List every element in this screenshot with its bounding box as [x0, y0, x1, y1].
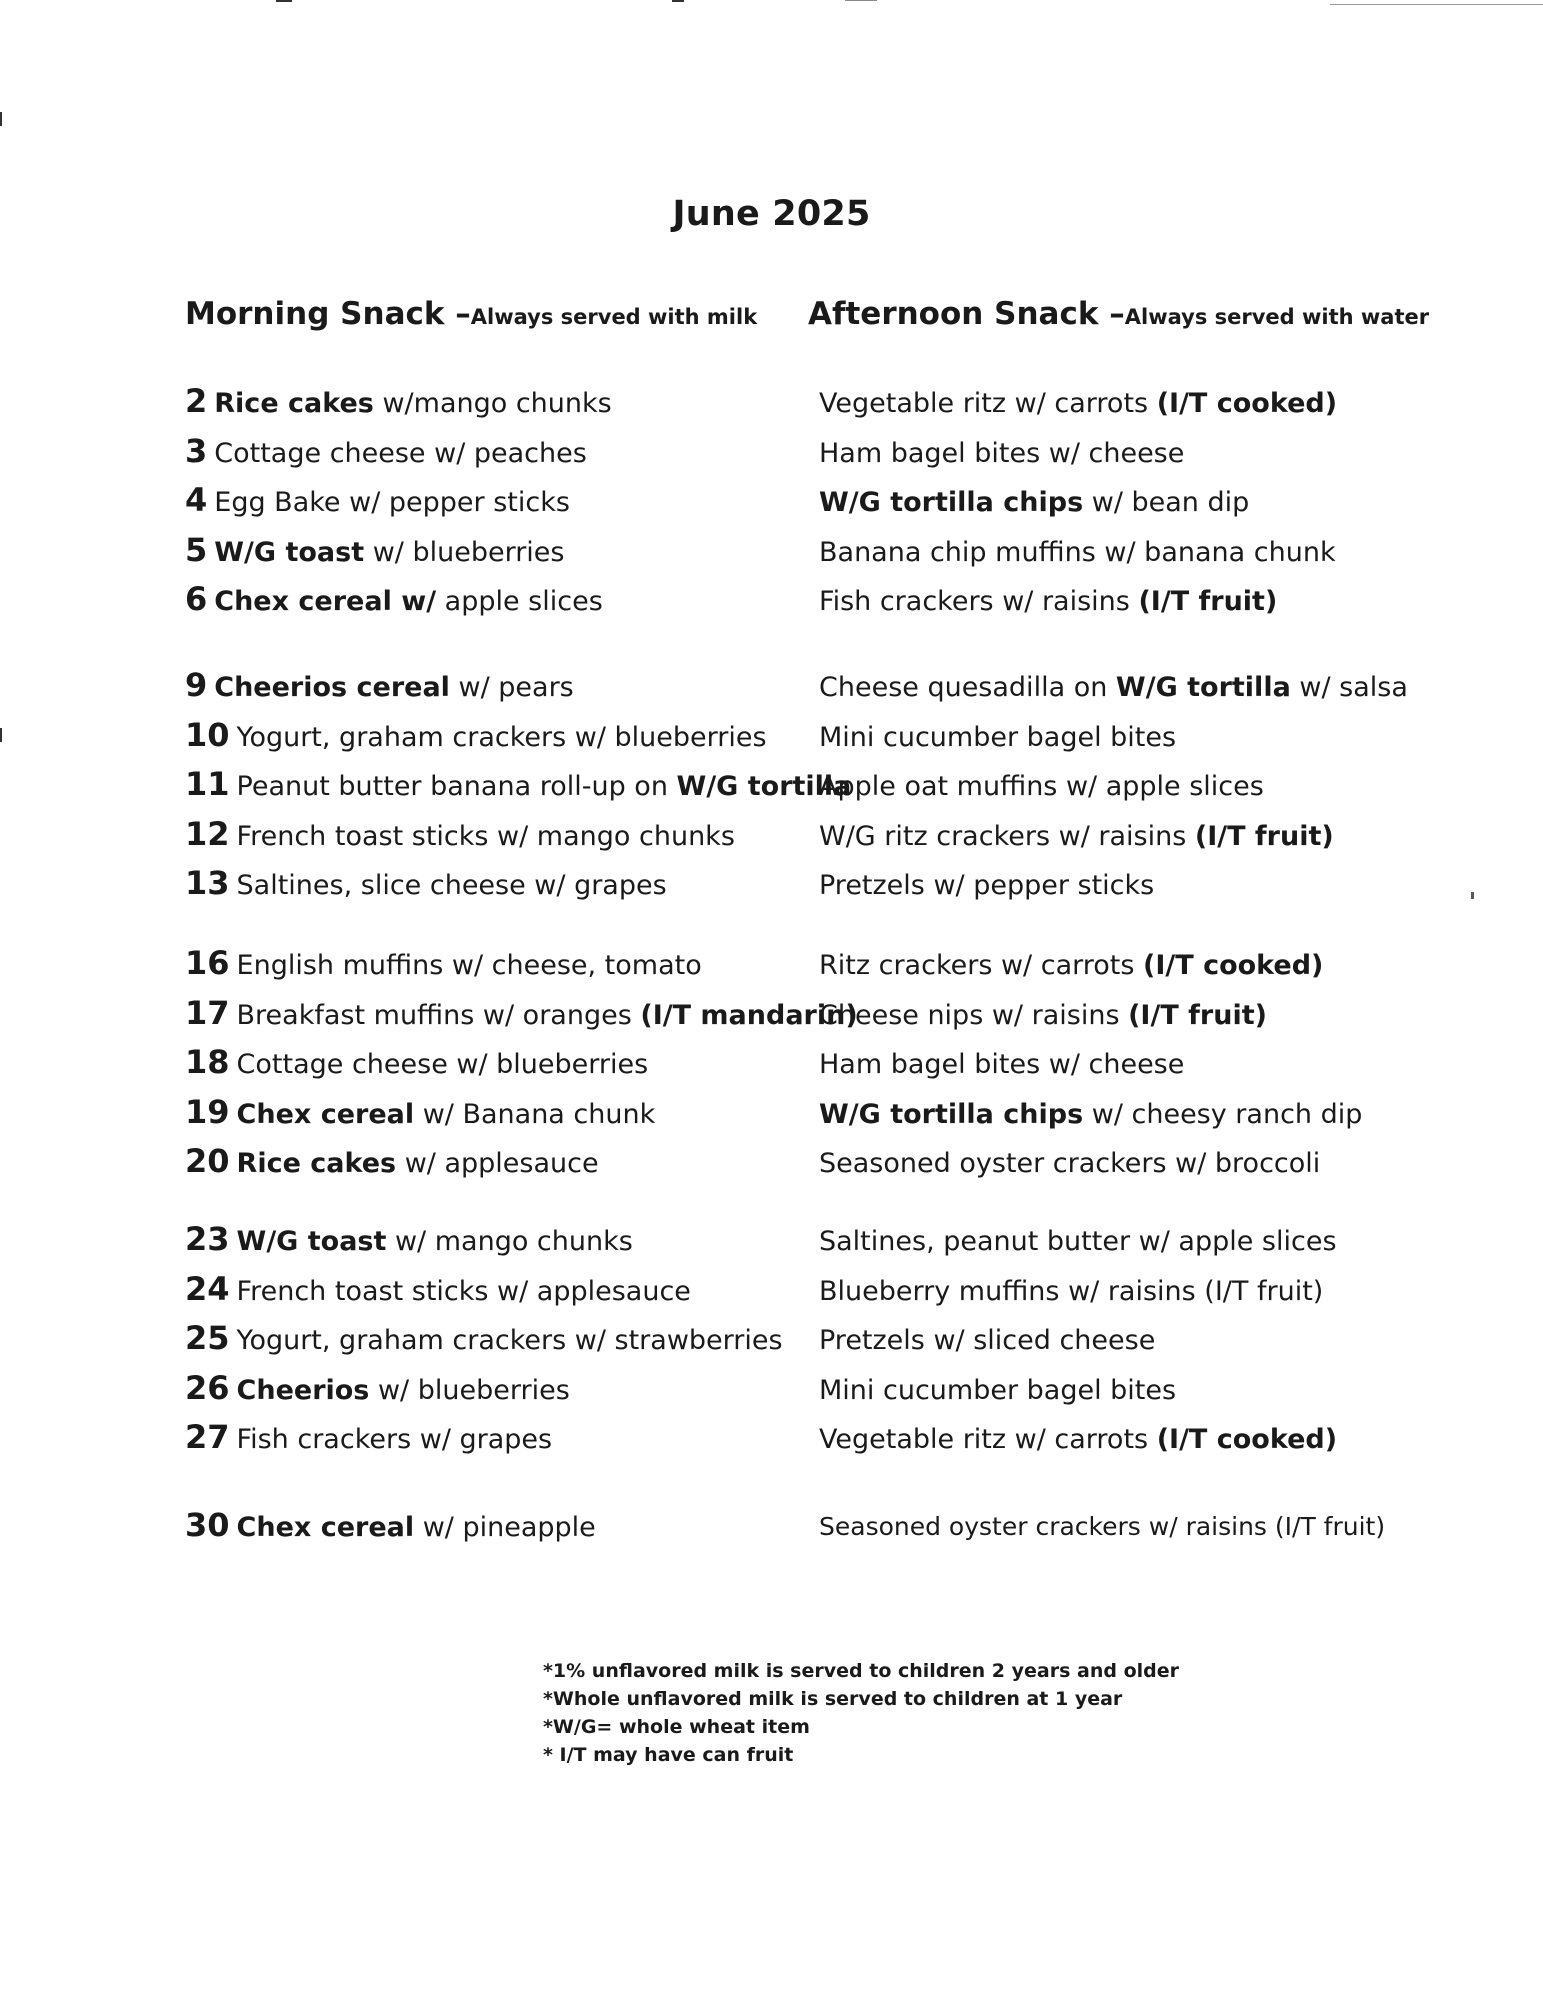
- afternoon-snack-item: [819, 489, 1249, 516]
- item-text-bold: (I/T fruit): [1194, 820, 1334, 852]
- item-text-bold: (I/T fruit): [1128, 999, 1267, 1031]
- afternoon-snack-item: [819, 1327, 1155, 1354]
- day-number: 9: [185, 666, 208, 704]
- item-text: Fish crackers w/ grapes: [236, 1424, 553, 1455]
- item-text: w/ pineapple: [414, 1512, 596, 1543]
- item-text: Vegetable ritz w/ carrots: [819, 1424, 1157, 1455]
- afternoon-snack-item: [819, 1275, 1324, 1307]
- page-title: June 2025: [672, 194, 871, 234]
- item-text: Blueberry muffins w/ raisins (I/T fruit): [819, 1275, 1324, 1307]
- morning-snack-item: [185, 382, 612, 420]
- item-text: w/ blueberries: [369, 1374, 570, 1406]
- day-number: 2: [185, 382, 208, 420]
- day-number: 13: [185, 864, 230, 902]
- morning-snack-item: [185, 666, 574, 704]
- morning-snack-item: [185, 530, 565, 569]
- afternoon-snack-item: [819, 1374, 1177, 1406]
- item-text: w/ mango chunks: [386, 1226, 633, 1257]
- item-text-bold: (I/T cooked): [1156, 388, 1338, 419]
- item-text: W/G ritz crackers w/ raisins: [819, 820, 1195, 852]
- scan-mark: [845, 0, 877, 1]
- afternoon-heading-label: Afternoon Snack –: [808, 296, 1125, 332]
- scan-mark: [1471, 892, 1474, 899]
- scan-mark: [1330, 4, 1543, 5]
- footnote: *W/G= whole wheat item: [543, 1716, 810, 1738]
- item-text-bold: Chex cereal: [236, 1512, 415, 1543]
- day-number: 11: [185, 765, 230, 803]
- scan-mark: [0, 112, 2, 126]
- morning-snack-item: [185, 765, 852, 803]
- day-number: 27: [185, 1418, 230, 1456]
- morning-snack-item: [185, 1142, 599, 1180]
- item-text: w/ salsa: [1290, 672, 1408, 703]
- scan-mark: [0, 728, 2, 742]
- item-text-bold: Rice cakes: [214, 388, 374, 419]
- morning-snack-heading: [185, 296, 757, 332]
- footnote: *Whole unflavored milk is served to children at 1 year: [543, 1688, 1123, 1710]
- item-text: French toast sticks w/ mango chunks: [236, 820, 735, 852]
- morning-snack-item: [185, 814, 735, 853]
- day-number: 4: [185, 481, 208, 519]
- item-text: Peanut butter banana roll-up on: [236, 771, 677, 802]
- item-text-bold: Chex cereal w/: [214, 586, 437, 617]
- morning-snack-item: [185, 1319, 783, 1357]
- morning-heading-label: Morning Snack –: [185, 296, 471, 332]
- item-text: Breakfast muffins w/ oranges: [236, 999, 641, 1031]
- day-number: 18: [185, 1043, 230, 1081]
- afternoon-snack-item: [819, 1098, 1363, 1130]
- day-number: 23: [185, 1220, 230, 1258]
- day-number: 25: [185, 1319, 230, 1357]
- item-text-bold: (I/T fruit): [1138, 586, 1278, 617]
- item-text: Cheese quesadilla on: [819, 672, 1116, 703]
- item-text: Cottage cheese w/ blueberries: [236, 1049, 649, 1080]
- item-text: Seasoned oyster crackers w/ raisins (I/T fruit): [819, 1512, 1386, 1541]
- morning-snack-item: [185, 481, 570, 519]
- day-number: 24: [185, 1269, 230, 1308]
- afternoon-snack-item: [819, 999, 1267, 1031]
- item-text: Pretzels w/ sliced cheese: [819, 1325, 1156, 1356]
- item-text: w/ pears: [449, 672, 574, 703]
- item-text: w/ blueberries: [364, 536, 565, 568]
- day-number: 17: [185, 993, 230, 1032]
- morning-snack-item: [185, 993, 858, 1032]
- item-text: Yogurt, graham crackers w/ blueberries: [236, 721, 767, 753]
- afternoon-snack-heading: [808, 296, 1429, 332]
- item-text: w/mango chunks: [373, 388, 612, 419]
- item-text: English muffins w/ cheese, tomato: [236, 950, 702, 981]
- day-number: 5: [185, 530, 208, 569]
- item-text-bold: W/G tortilla chips: [819, 487, 1084, 518]
- morning-snack-item: [185, 580, 603, 618]
- day-number: 10: [185, 715, 230, 754]
- item-text: Ham bagel bites w/ cheese: [819, 1049, 1185, 1080]
- afternoon-snack-item: [819, 1228, 1337, 1255]
- day-number: 20: [185, 1142, 230, 1180]
- morning-snack-item: [185, 1220, 633, 1258]
- footnotes: [543, 1657, 1179, 1769]
- item-text: Yogurt, graham crackers w/ strawberries: [236, 1325, 783, 1356]
- afternoon-snack-item: [819, 872, 1154, 899]
- item-text: Fish crackers w/ raisins: [819, 586, 1139, 617]
- morning-snack-item: [185, 1269, 691, 1308]
- afternoon-snack-item: [819, 952, 1323, 979]
- morning-snack-item: [185, 1043, 649, 1081]
- item-text: Ritz crackers w/ carrots: [819, 950, 1144, 981]
- item-text-bold: Cheerios: [236, 1374, 370, 1406]
- afternoon-snack-item: [819, 390, 1337, 417]
- item-text: Apple oat muffins w/ apple slices: [819, 771, 1264, 802]
- item-text: w/ Banana chunk: [414, 1098, 656, 1130]
- item-text: Cottage cheese w/ peaches: [214, 437, 587, 469]
- item-text-bold: Chex cereal: [236, 1098, 415, 1130]
- item-text: Egg Bake w/ pepper sticks: [214, 487, 570, 518]
- morning-snack-item: [185, 944, 702, 982]
- day-number: 12: [185, 814, 230, 853]
- item-text-bold: W/G tortilla chips: [819, 1098, 1084, 1130]
- morning-snack-item: [185, 1368, 570, 1407]
- item-text: w/ applesauce: [396, 1148, 599, 1179]
- afternoon-heading-subtitle: Always served with water: [1124, 305, 1430, 329]
- item-text: Saltines, slice cheese w/ grapes: [236, 870, 667, 901]
- morning-snack-item: [185, 715, 767, 754]
- day-number: 16: [185, 944, 230, 982]
- item-text: Ham bagel bites w/ cheese: [819, 437, 1185, 469]
- item-text: Vegetable ritz w/ carrots: [819, 388, 1157, 419]
- item-text-bold: W/G tortilla: [1115, 672, 1291, 703]
- scan-mark: [672, 0, 684, 2]
- afternoon-snack-item: [819, 536, 1336, 568]
- footnote: *1% unflavored milk is served to children 2 years and older: [543, 1660, 1180, 1682]
- afternoon-snack-item: [819, 773, 1264, 800]
- item-text-bold: (I/T mandarin): [640, 999, 858, 1031]
- item-text: apple slices: [436, 586, 603, 617]
- footnote: * I/T may have can fruit: [543, 1744, 794, 1766]
- scan-mark: [276, 0, 292, 2]
- morning-snack-item: [185, 1506, 596, 1544]
- item-text-bold: (I/T cooked): [1156, 1424, 1338, 1455]
- item-text: Pretzels w/ pepper sticks: [819, 870, 1155, 901]
- item-text-bold: W/G toast: [236, 1226, 387, 1257]
- day-number: 3: [185, 431, 208, 470]
- morning-snack-item: [185, 1418, 553, 1456]
- day-number: 6: [185, 580, 208, 618]
- item-text: Mini cucumber bagel bites: [819, 721, 1177, 753]
- day-number: 19: [185, 1092, 230, 1131]
- item-text: Banana chip muffins w/ banana chunk: [819, 536, 1336, 568]
- afternoon-snack-item: [819, 721, 1177, 753]
- item-text: w/ cheesy ranch dip: [1083, 1098, 1363, 1130]
- afternoon-snack-item: [819, 820, 1334, 852]
- day-number: 26: [185, 1368, 230, 1407]
- afternoon-snack-item: [819, 437, 1185, 469]
- item-text-bold: W/G toast: [214, 536, 365, 568]
- afternoon-snack-item: [819, 588, 1277, 615]
- afternoon-snack-item: [819, 1514, 1385, 1539]
- item-text: Mini cucumber bagel bites: [819, 1374, 1177, 1406]
- morning-snack-item: [185, 864, 667, 902]
- morning-snack-item: [185, 431, 587, 470]
- afternoon-snack-item: [819, 1051, 1184, 1078]
- item-text-bold: (I/T cooked): [1143, 950, 1324, 981]
- item-text: Saltines, peanut butter w/ apple slices: [819, 1226, 1337, 1257]
- item-text-bold: W/G tortilla: [676, 771, 852, 802]
- day-number: 30: [185, 1506, 230, 1544]
- item-text: French toast sticks w/ applesauce: [236, 1275, 691, 1307]
- item-text-bold: Rice cakes: [236, 1148, 397, 1179]
- item-text: Cheese nips w/ raisins: [819, 999, 1129, 1031]
- item-text: Seasoned oyster crackers w/ broccoli: [819, 1148, 1321, 1179]
- item-text-bold: Cheerios cereal: [214, 672, 450, 703]
- morning-snack-item: [185, 1092, 656, 1131]
- afternoon-snack-item: [819, 674, 1408, 701]
- afternoon-snack-item: [819, 1150, 1320, 1177]
- item-text: w/ bean dip: [1083, 487, 1250, 518]
- afternoon-snack-item: [819, 1426, 1337, 1453]
- morning-heading-subtitle: Always served with milk: [470, 305, 758, 329]
